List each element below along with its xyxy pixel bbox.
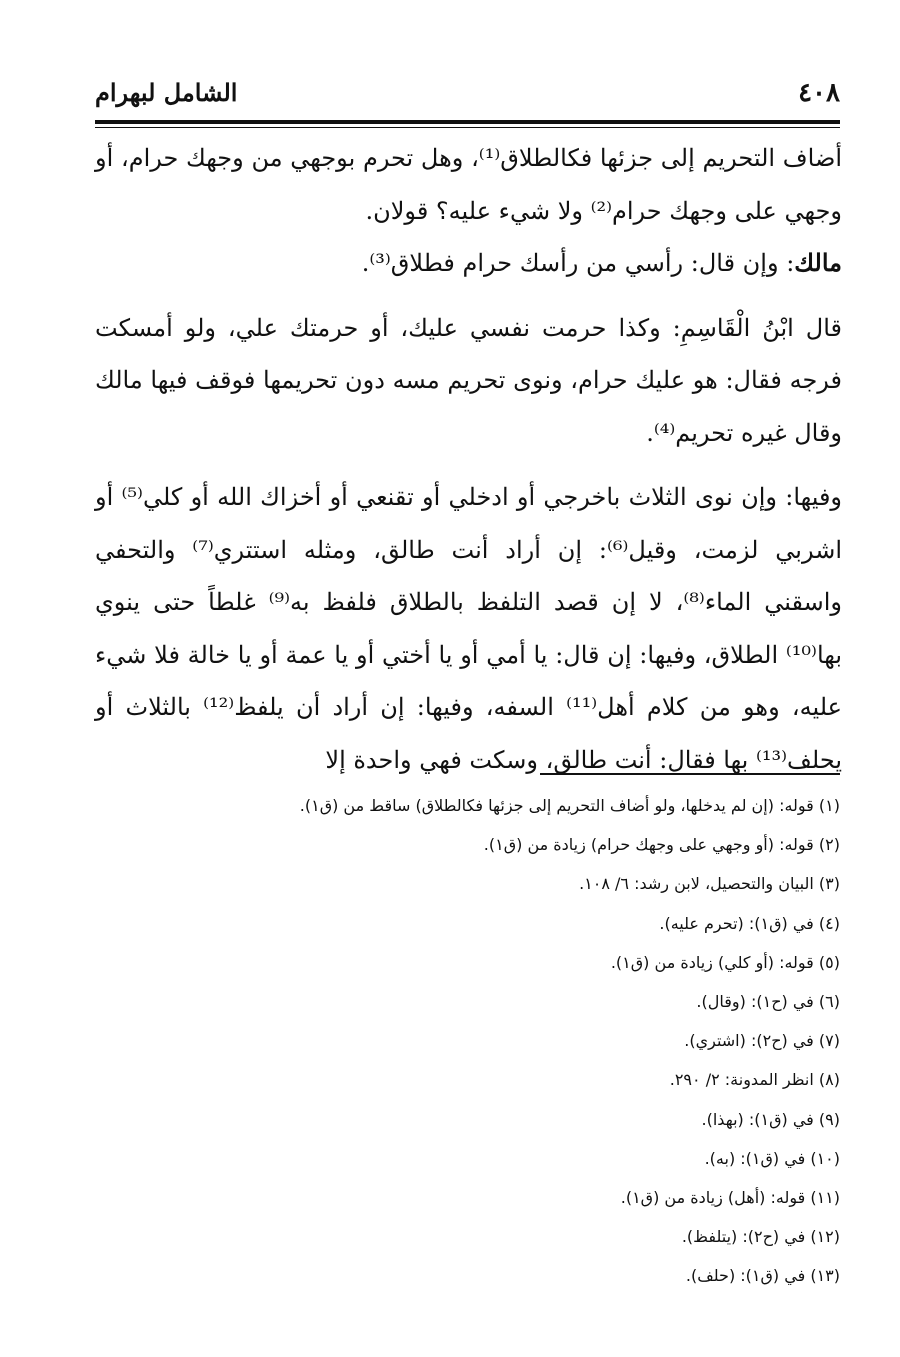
- footnote-9: (٩) في (ق١): (بهذا).: [701, 1109, 840, 1129]
- header-rule: [95, 120, 840, 124]
- paragraph-3: [95, 302, 842, 460]
- paragraph-2-text: : وإن قال: رأسي من رأسك حرام فطلاق⁽³⁾.: [361, 249, 795, 277]
- main-text: [95, 132, 842, 786]
- paragraph-2: [95, 237, 842, 290]
- footnote-5: (٥) قوله: (أو كلي) زيادة من (ق١).: [610, 952, 840, 972]
- running-title: الشامل لبهرام: [95, 78, 238, 107]
- page-number: ٤٠٨: [798, 78, 840, 108]
- paragraph-1-text: أضاف التحريم إلى جزئها فكالطلاق⁽¹⁾، وهل تحرم بوجهي من وجهك حرام، أو وجهي على وجهك حرام⁽²⁾ ولا شيء عليه؟ قولان.: [95, 144, 843, 225]
- paragraph-1: [95, 132, 842, 237]
- paragraph-4-text: وفيها: وإن نوى الثلاث باخرجي أو ادخلي أو تقنعي أو أخزاك الله أو كلي⁽⁵⁾ أو اشربي لزمت، وقيل⁽⁶⁾: إن أراد أنت طالق، ومثله استتري⁽⁷⁾ والتحفي واسقني الماء⁽⁸⁾، لا إن قصد التلفظ بالطلاق فلفظ به⁽⁹⁾ غلطاً حتى ينوي بها⁽¹⁰⁾ الطلاق، وفيها: إن قال: يا أمي أو يا أختي أو يا عمة أو يا خالة فلا شيء عليه، وهو من كلام أهل⁽¹¹⁾ السفه، وفيها: إن أراد أن يلفظ⁽¹²⁾ بالثلاث أو يحلف⁽¹³⁾ بها فقال: أنت طالق، وسكت فهي واحدة إلا: [95, 483, 843, 774]
- footnote-4: (٤) في (ق١): (تحرم عليه).: [659, 913, 840, 933]
- footnote-7: (٧) في (ح٢): (اشتري).: [684, 1031, 840, 1051]
- paragraph-2-lead: مالك: [794, 248, 842, 277]
- page-header: [95, 78, 840, 118]
- header-rule-thin: [95, 127, 840, 128]
- footnote-13: (١٣) في (ق١): (حلف).: [685, 1266, 840, 1286]
- footnotes: [95, 786, 840, 1296]
- footnote-6: (٦) في (ح١): (وقال).: [696, 992, 840, 1012]
- footnote-12: (١٢) في (ح٢): (يتلفظ).: [681, 1227, 840, 1247]
- footnote-11: (١١) قوله: (أهل) زيادة من (ق١).: [620, 1188, 840, 1208]
- footnote-2: (٢) قوله: (أو وجهي على وجهك حرام) زيادة من (ق١).: [483, 835, 840, 855]
- footnote-8: (٨) انظر المدونة: ٢/ ٢٩٠.: [669, 1070, 840, 1090]
- footnote-3: (٣) البيان والتحصيل، لابن رشد: ٦/ ١٠٨.: [579, 874, 840, 894]
- footnote-10: (١٠) في (ق١): (به).: [704, 1148, 840, 1168]
- paragraph-3-text: قال ابْنُ الْقَاسِمِ: وكذا حرمت نفسي عليك، أو حرمتك علي، ولو أمسكت فرجه فقال: هو عليك حرام، ونوى تحريم مسه دون تحريمها فوقف فيها مالك وقال غيره تحريم⁽⁴⁾.: [95, 313, 842, 447]
- footnote-rule: [540, 773, 840, 775]
- paragraph-4: [95, 471, 842, 786]
- footnote-1: (١) قوله: (إن لم يدخلها، ولو أضاف التحريم إلى جزئها فكالطلاق) ساقط من (ق١).: [299, 796, 840, 815]
